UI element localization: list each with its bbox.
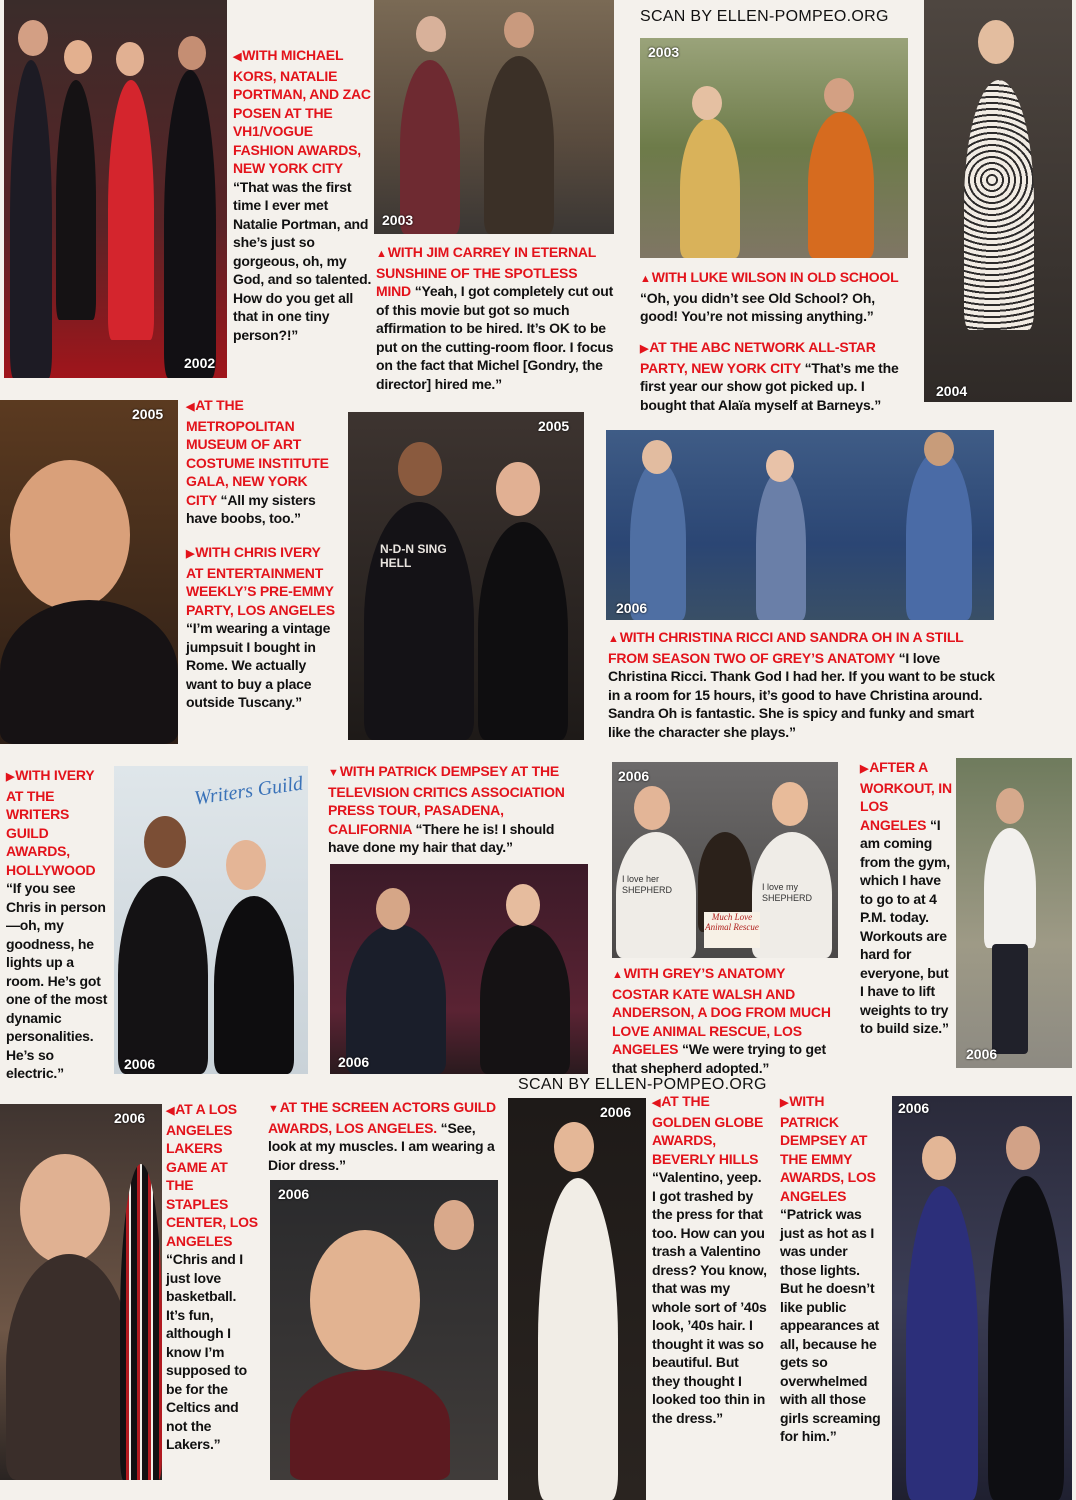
photo-abc-party-dress — [924, 0, 1072, 402]
photo-year: 2006 — [124, 1056, 156, 1072]
photo-year: 2002 — [184, 355, 216, 371]
photo-year: 2003 — [382, 212, 414, 228]
caption-kate-walsh: ▲WITH GREY’S ANATOMY COSTAR KATE WALSH AND ANDERSON, A DOG FROM MUCH LOVE ANIMAL RESCUE, LOS ANGELES “We were trying to get that shepherd adopted.” — [612, 965, 831, 1076]
photo-year: 2005 — [538, 418, 570, 434]
photo-year: 2003 — [648, 44, 680, 60]
caption-met-gala: ◀AT THE METROPOLITAN MUSEUM OF ART COSTUME INSTITUTE GALA, NEW YORK CITY “All my sisters have boobs, too.” — [186, 397, 329, 526]
photo-year: 2006 — [616, 600, 648, 616]
photo-press-tour — [330, 864, 588, 1074]
photo-greys-still — [606, 430, 994, 620]
caption-abc-party: ▶AT THE ABC NETWORK ALL-STAR PARTY, NEW YORK CITY “That’s me the first year our show got picked up. I bought that Alaïa myself at Barneys.” — [640, 339, 899, 413]
photo-year: 2006 — [966, 1046, 998, 1062]
photo-jim-carrey — [374, 0, 614, 234]
photo-lakers-game — [0, 1104, 162, 1480]
caption-writers-guild: ▶WITH IVERY AT THE WRITERS GUILD AWARDS, HOLLYWOOD “If you see Chris in person—oh, my goodness, he lights up a room. He’s got one of the most dynamic personalities. He’s so electric.” — [6, 767, 108, 1081]
photo-year: 2006 — [600, 1104, 632, 1120]
watermark-middle: SCAN BY ELLEN-POMPEO.ORG — [518, 1076, 767, 1093]
photo-sag-awards — [270, 1180, 498, 1480]
caption-luke-wilson: ▲WITH LUKE WILSON IN OLD SCHOOL “Oh, you didn’t see Old School? Oh, good! You’re not missing anything.” — [640, 269, 899, 324]
photo-year: 2006 — [338, 1054, 370, 1070]
caption-workout: ▶AFTER A WORKOUT, IN LOS ANGELES “I am coming from the gym, which I have to go to at 4 P.M. today. Workouts are hard for everyone, but I have to lift weights to try to build size.” — [860, 759, 952, 1036]
photo-year: 2004 — [936, 383, 968, 399]
shirt-text-2: I love my SHEPHERD — [762, 882, 813, 903]
caption-pre-emmy: ▶WITH CHRIS IVERY AT ENTERTAINMENT WEEKLY’S PRE-EMMY PARTY, LOS ANGELES “I’m wearing a vintage jumpsuit I bought in Rome. We actually want to buy a place outside Tuscany.” — [186, 544, 335, 710]
caption-emmy-awards: ▶WITH PATRICK DEMPSEY AT THE EMMY AWARDS, LOS ANGELES “Patrick was just as hot as I was under those lights. But he doesn’t like public appearances at all, because he gets so overwhelmed with all those girls screaming for him.” — [780, 1093, 881, 1444]
photo-year: 2006 — [898, 1100, 930, 1116]
photo-year: 2006 — [278, 1186, 310, 1202]
photo-kors-portman-posen — [4, 0, 227, 378]
photo-emmy-awards — [892, 1096, 1072, 1500]
photo-golden-globes — [508, 1098, 646, 1500]
photo-writers-guild — [114, 766, 308, 1074]
caption-greys-still: ▲WITH CHRISTINA RICCI AND SANDRA OH IN A STILL FROM SEASON TWO OF GREY’S ANATOMY “I love Christina Ricci. Thank God I had her. If you want to be stuck in a room for 15 hours, it’s good to have Christina around. Sandra Oh is fantastic. She is spicy and funky and smart like the character she plays.” — [608, 629, 995, 740]
caption-press-tour: ▼WITH PATRICK DEMPSEY AT THE TELEVISION CRITICS ASSOCIATION PRESS TOUR, PASADENA, CALIFORNIA “There he is! I should have done my hair that day.” — [328, 763, 565, 855]
caption-kors-portman: ◀WITH MICHAEL KORS, NATALIE PORTMAN, AND ZAC POSEN AT THE VH1/VOGUE FASHION AWARDS, NEW YORK CITY “That was the first time I ever met Natalie Portman, and she’s just so gorgeous, oh, my God, and so talented. How do you get all that in one tiny person?!” — [233, 47, 372, 343]
shirt-text-1: I love her SHEPHERD — [622, 874, 673, 895]
caption-sag-awards: ▼AT THE SCREEN ACTORS GUILD AWARDS, LOS ANGELES. “See, look at my muscles. I am wearing a Dior dress.” — [268, 1099, 496, 1173]
photo-workout — [956, 758, 1072, 1068]
photo-year: 2005 — [132, 406, 164, 422]
photo-met-gala — [0, 400, 178, 744]
caption-lakers: ◀AT A LOS ANGELES LAKERS GAME AT THE STAPLES CENTER, LOS ANGELES “Chris and I just love basketball. It’s fun, although I know I’m supposed to be for the Celtics and not the Lakers.” — [166, 1101, 258, 1452]
photo-year: 2006 — [114, 1110, 146, 1126]
photo-year: 2006 — [618, 768, 650, 784]
tshirt-print: N-D-N SING HELL — [380, 542, 447, 570]
caption-jim-carrey: ▲WITH JIM CARREY IN ETERNAL SUNSHINE OF THE SPOTLESS MIND “Yeah, I got completely cut out of this movie but got so much affirmation to be hired. It’s OK to be put on the cutting-room floor. I focus on the fact that Michel [Gondry, the director] hired me.” — [376, 244, 614, 392]
backdrop-writers-guild: Writers Guild — [192, 772, 305, 810]
photo-chris-ivery-2005 — [348, 412, 584, 740]
dog-sign: Much Love Animal Rescue — [704, 912, 760, 948]
photo-luke-wilson — [640, 38, 908, 258]
caption-golden-globes: ◀AT THE GOLDEN GLOBE AWARDS, BEVERLY HILLS “Valentino, yeep. I got trashed by the press for that too. How can you trash a Valentino dress? You know, that was my whole sort of ’40s look, ’40s hair. I thought it was so beautiful. But they thought I looked too thin in the dress.” — [652, 1093, 767, 1426]
watermark-top: SCAN BY ELLEN-POMPEO.ORG — [640, 8, 889, 25]
photo-kate-walsh-dog — [612, 762, 838, 958]
